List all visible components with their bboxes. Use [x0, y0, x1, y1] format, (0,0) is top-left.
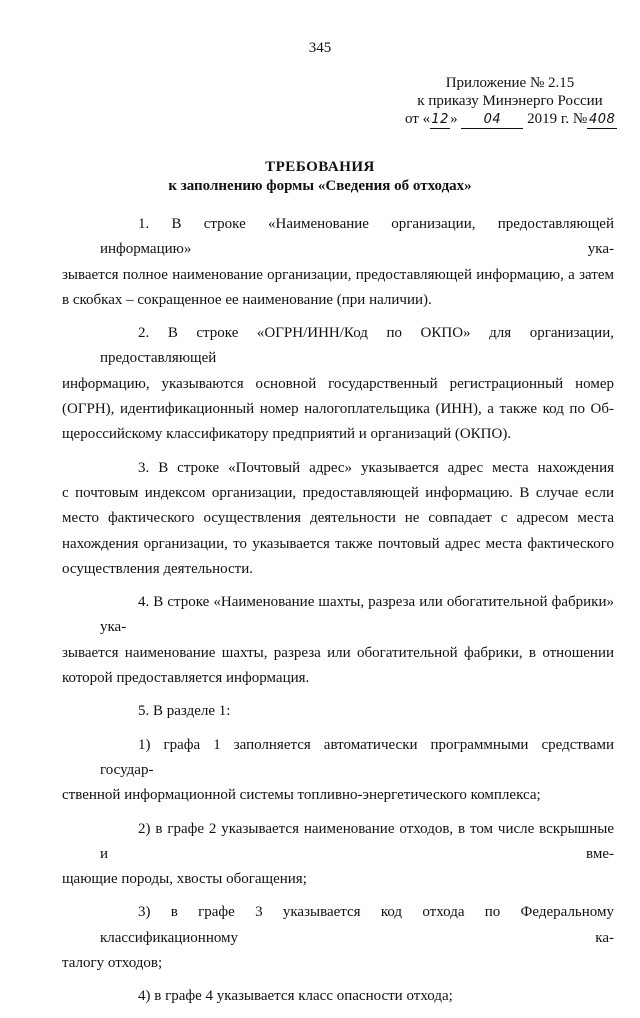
appendix-date-line	[405, 110, 615, 129]
paragraph	[62, 900, 614, 976]
paragraph	[62, 817, 614, 893]
paragraph-line: (ОГРН), идентификационный номер налогоплательщика (ИНН), а также код по Об-	[62, 401, 614, 418]
appendix-order-ref: к приказу Минэнерго России	[417, 93, 603, 109]
paragraph-line: 4) в графе 4 указывается класс опасности отхода;	[138, 988, 453, 1005]
paragraph-line: талогу отходов;	[62, 955, 163, 972]
paragraph-line: 2) в графе 2 указывается наименование отходов, в том числе вскрышные и вме-	[100, 820, 614, 862]
paragraph	[62, 456, 614, 582]
paragraph-line: 1. В строке «Наименование организации, предоставляющей информацию» ука-	[100, 216, 614, 258]
paragraph-line: щающие породы, хвосты обогащения;	[62, 871, 307, 888]
paragraph-line: 3) в графе 3 указывается код отхода по Федеральному классификационному ка-	[100, 904, 614, 946]
paragraph-line: информацию, указываются основной государственный регистрационный номер	[62, 375, 614, 392]
paragraph	[62, 699, 614, 724]
title-main: ТРЕБОВАНИЯ	[265, 159, 375, 175]
date-prefix: от «	[405, 111, 431, 127]
paragraph-line: 5. В разделе 1:	[138, 703, 231, 720]
paragraph-line: которой предоставляется информация.	[62, 670, 310, 687]
paragraph	[62, 733, 614, 809]
paragraph-line: зывается полное наименование организации, предоставляющей информацию, а затем	[62, 266, 614, 283]
page-number: 345	[308, 40, 332, 56]
handwritten-day: 12	[431, 112, 449, 127]
date-quote-close: »	[450, 111, 458, 127]
paragraph-line: 4. В строке «Наименование шахты, разреза или обогатительной фабрики» ука-	[100, 594, 614, 636]
appendix-header	[405, 74, 615, 129]
paragraph	[62, 984, 614, 1009]
paragraph-line: осуществления деятельности.	[62, 560, 253, 577]
paragraph-line: 3. В строке «Почтовый адрес» указывается адрес места нахождения	[138, 459, 614, 476]
paragraph	[62, 321, 614, 447]
paragraph-line: 1) графа 1 заполняется автоматически программными средствами государ-	[100, 736, 614, 778]
handwritten-order-number: 408	[588, 112, 616, 127]
title-subtitle: к заполнению формы «Сведения об отходах»	[168, 178, 472, 194]
paragraph-line: место фактического осуществления деятельности не совпадает с адресом места	[62, 510, 614, 527]
paragraph-line: зывается наименование шахты, разреза или обогатительной фабрики, в отношении	[62, 644, 614, 661]
paragraph-line: щероссийскому классификатору предприятий и организаций (ОКПО).	[62, 426, 512, 443]
document-body	[62, 212, 614, 1018]
paragraph-line: в скобках – сокращенное ее наименование (при наличии).	[62, 291, 432, 308]
paragraph-line: нахождения организации, то указывается также почтовый адрес места фактического	[62, 535, 614, 552]
document-title	[0, 158, 640, 196]
paragraph-line: ственной информационной системы топливно-энергетического комплекса;	[62, 787, 541, 804]
date-year: 2019 г. №	[527, 111, 588, 127]
appendix-title: Приложение № 2.15	[445, 75, 575, 91]
paragraph	[62, 590, 614, 691]
handwritten-month: 04	[461, 112, 523, 129]
paragraph-line: 2. В строке «ОГРН/ИНН/Код по ОКПО» для организации, предоставляющей	[100, 325, 614, 367]
paragraph	[62, 212, 614, 313]
paragraph-line: с почтовым индексом организации, предоставляющей информацию. В случае если	[62, 484, 614, 501]
